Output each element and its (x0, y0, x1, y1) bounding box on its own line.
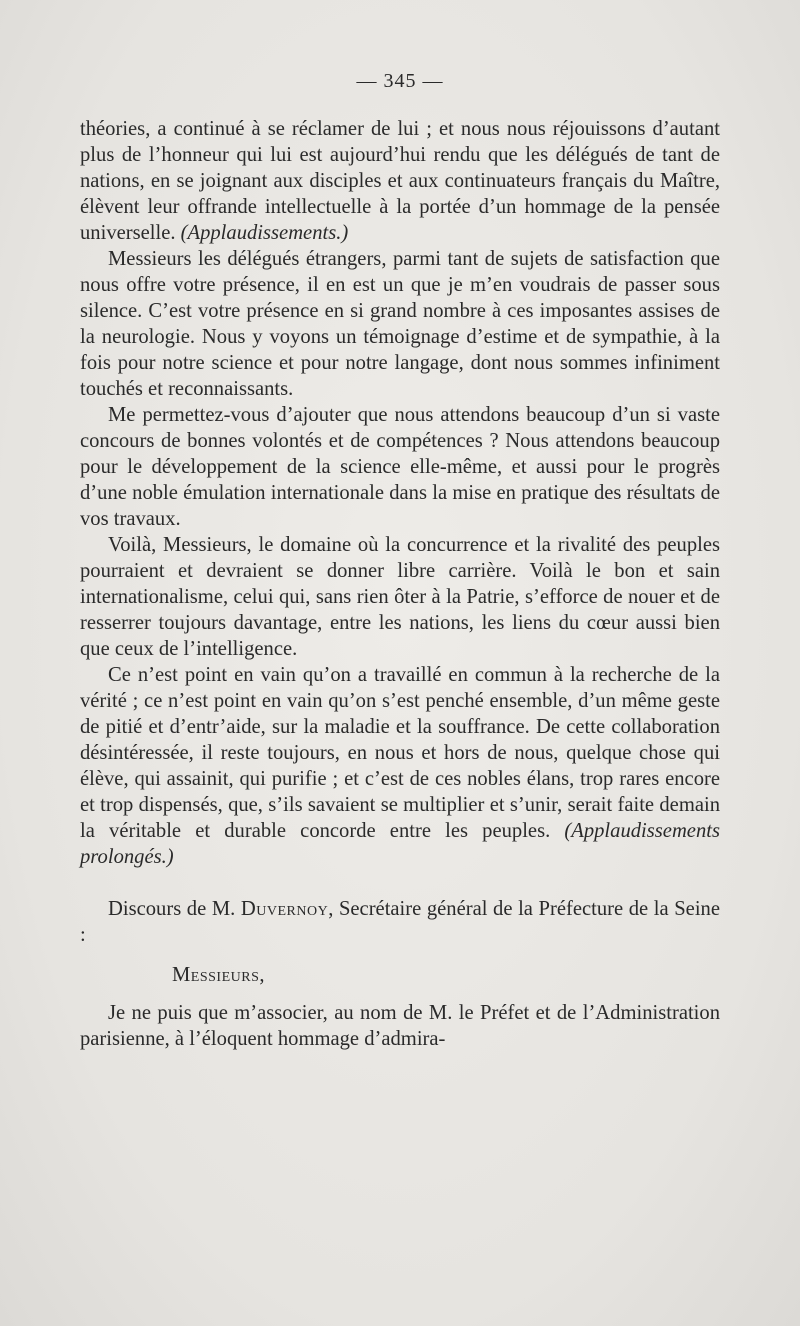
page-number: — 345 — (356, 70, 444, 92)
speaker-name: Duvernoy (240, 898, 329, 920)
paragraph-3: Me permettez-vous d’ajouter que nous attendons beaucoup d’un si vaste concours de bonnes volontés et de compétences ? Nous attendons beaucoup pour le développement de la science elle-même, et aussi pour le progrès d’une noble émulation internationale dans la mise en pratique des résultats de vos travaux. (80, 404, 720, 530)
paragraph-4: Voilà, Messieurs, le domaine où la concurrence et la rivalité des peuples pourraient et devraient se donner libre carrière. Voilà le bon et sain internationalisme, celui qui, sans rien ôter à la Patrie, s’efforce de nouer et de resserrer toujours davantage, entre les nations, les liens du cœur aussi bien que ceux de l’intelligence. (80, 534, 720, 660)
speech-introduction (80, 896, 720, 948)
paragraph-5-text: Ce n’est point en vain qu’on a travaillé en commun à la recherche de la vérité ; ce n’est point en vain qu’on s’est penché ensemble, d’un même geste de pitié et d’entr’aide, sur la maladie et la souffrance. De cette collaboration désintéressée, il reste toujours, en nous et hors de nous, quelque chose qui élève, qui assainit, qui purifie ; et c’est de ces nobles élans, trop rares encore et trop dispensés, que, s’ils savaient se multiplier et s’unir, serait faite demain la véritable et durable concorde entre les peuples. (80, 664, 720, 842)
salutation: Messieurs, (172, 964, 266, 986)
paragraph-2: Messieurs les délégués étrangers, parmi tant de sujets de satisfaction que nous offre votre présence, il en est un que je m’en voudrais de passer sous silence. C’est votre présence en si grand nombre à ces imposantes assises de la neurologie. Nous y voyons un témoignage d’estime et de sympathie, à la fois pour notre science et pour notre langage, dont nous sommes infiniment touchés et reconnaissants. (80, 248, 720, 400)
paragraph-7: Je ne puis que m’associer, au nom de M. le Préfet et de l’Administration parisienne, à l’éloquent hommage d’admira- (80, 1002, 720, 1050)
body-text (80, 116, 720, 1052)
paragraph-1 (80, 116, 720, 246)
speech-intro-suffix: , Secrétaire général de la Préfecture de la Seine : (80, 898, 720, 946)
applause-note-1: (Applaudissements.) (180, 222, 349, 244)
applause-note-2: (Applaudissements prolongés.) (80, 820, 720, 868)
paragraph-5 (80, 662, 720, 870)
speech-intro-prefix: Discours de M. (108, 898, 241, 920)
paragraph-1-text: théories, a continué à se réclamer de lui ; et nous nous réjouissons d’autant plus de l’honneur qui lui est aujourd’hui rendu que les délégués de tant de nations, en se joignant aux disciples et aux continuateurs français du Maître, élèvent leur offrande intellectuelle à la portée d’un hommage de la pensée universelle. (80, 118, 720, 244)
